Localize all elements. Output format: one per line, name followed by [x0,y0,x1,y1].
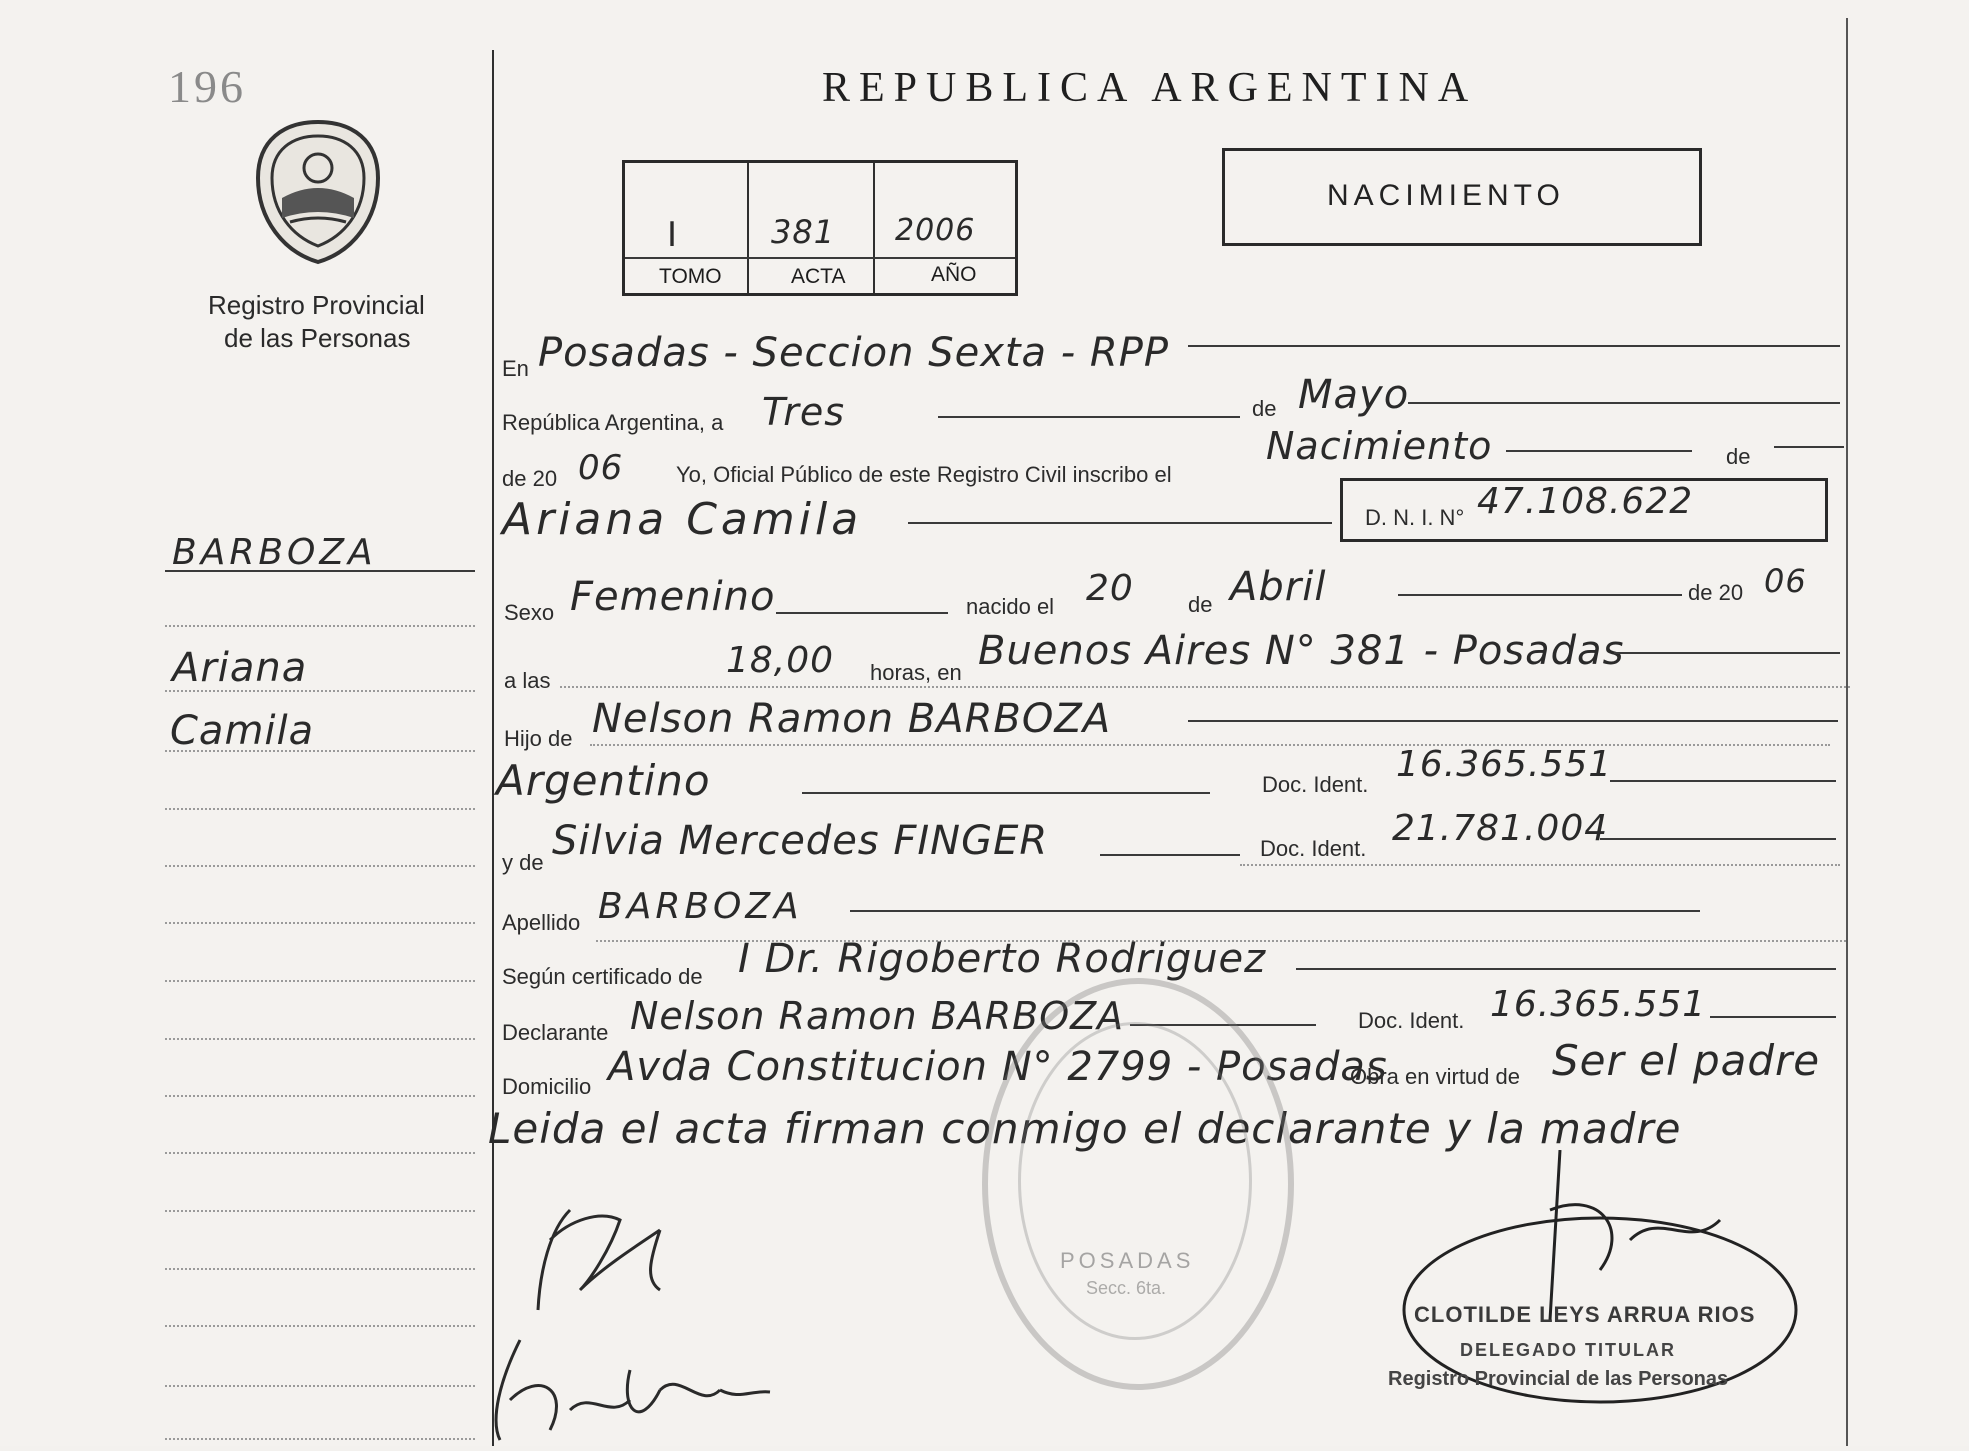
doc-label: Doc. Ident. [1262,772,1369,797]
tomo-label: TOMO [659,265,722,288]
officer-title: DELEGADO TITULAR [1460,1340,1676,1360]
office-stamp-city: POSADAS [1060,1248,1195,1273]
de20-label-2: de 20 [1688,580,1744,605]
en-value: Posadas - Seccion Sexta - RPP [538,330,1169,376]
acta-value: 381 [771,213,836,251]
tomo-value: I [667,215,679,255]
registry-name-line1: Registro Provincial [208,290,425,320]
hijo-label: Hijo de [504,726,573,751]
certificado-value: I Dr. Rigoberto Rodriguez [738,936,1267,982]
office-stamp-section: Secc. 6ta. [1086,1278,1167,1298]
nac-anio-value: 06 [1764,562,1807,600]
nac-dia-value: 20 [1086,568,1134,609]
domicilio-value: Avda Constitucion N° 2799 - Posadas [608,1044,1388,1090]
doc-label-3: Doc. Ident. [1358,1008,1465,1033]
obra-value: Ser el padre [1552,1036,1821,1085]
office-stamp [982,978,1294,1390]
margin-surname: BARBOZA [172,532,377,573]
nacido-label: nacido el [966,594,1055,619]
margin-dotted-line [165,1095,475,1097]
leida-text: Leida el acta firman conmigo el declarante y la madre [488,1104,1682,1153]
margin-dotted-line [165,1210,475,1212]
dni-label: D. N. I. N° [1365,505,1465,530]
margin-dotted-line [165,808,475,810]
record-number-table [622,160,1018,296]
oficial-text: Yo, Oficial Público de este Registro Civil inscribo el [676,462,1172,487]
anio-value: 2006 [895,213,976,248]
officer-organization: Registro Provincial de las Personas [1388,1368,1729,1390]
margin-second-name: Camila [170,708,315,754]
horas-label: horas, en [870,660,962,685]
nombre-value: Ariana Camila [502,494,863,545]
country-title: REPUBLICA ARGENTINA [822,65,1478,111]
margin-dotted-line [165,625,475,627]
sexo-label: Sexo [504,600,555,625]
hora-value: 18,00 [726,640,835,681]
anio-label: AÑO [931,263,977,286]
margin-dotted-line [165,922,475,924]
anio-written: 06 [578,448,624,488]
record-type: NACIMIENTO [1327,179,1565,212]
declarante-doc-value: 16.365.551 [1490,984,1707,1025]
en-label: En [502,356,529,381]
margin-dotted-line [165,1152,475,1154]
de20-label: de 20 [502,466,558,491]
madre-value: Silvia Mercedes FINGER [552,818,1049,864]
right-page-edge [1846,18,1848,1446]
margin-dotted-line [165,980,475,982]
segun-label: Según certificado de [502,964,703,989]
margin-dotted-line [165,865,475,867]
republica-label: República Argentina, a [502,410,724,435]
de-label-2: de [1726,444,1751,469]
margin-dotted-line [165,1385,475,1387]
signature-madre-icon [480,1330,780,1446]
declarante-label: Declarante [502,1020,609,1045]
acta-label: ACTA [791,265,846,288]
left-column-divider [492,50,494,1446]
margin-dotted-line [165,1038,475,1040]
padre-doc-value: 16.365.551 [1396,744,1613,785]
doc-label-2: Doc. Ident. [1260,836,1367,861]
de-label: de [1252,396,1277,421]
alas-label: a las [504,668,551,693]
nac-mes-value: Abril [1230,564,1327,610]
margin-dotted-line [165,1325,475,1327]
registry-name-line2: de las Personas [224,323,411,353]
de-label-3: de [1188,592,1213,617]
provincial-seal-icon [252,118,384,266]
lugar-value: Buenos Aires N° 381 - Posadas [978,628,1625,674]
margin-dotted-line [165,1438,475,1440]
margin-first-name: Ariana [172,645,308,691]
obra-label: Obra en virtud de [1350,1064,1520,1089]
dia-value: Tres [762,390,846,434]
padre-value: Nelson Ramon BARBOZA [592,696,1112,742]
dni-box [1340,478,1828,542]
sexo-value: Femenino [570,574,776,620]
declarante-value: Nelson Ramon BARBOZA [630,994,1125,1038]
dni-value: 47.108.622 [1477,481,1694,522]
inscribe-value: Nacimiento [1266,424,1493,468]
page-number: 196 [168,61,246,112]
yde-label: y de [502,850,544,875]
domicilio-label: Domicilio [502,1074,592,1099]
madre-doc-value: 21.781.004 [1392,808,1609,849]
mes-value: Mayo [1298,372,1410,418]
margin-dotted-line [165,1268,475,1270]
officer-name: CLOTILDE LEYS ARRUA RIOS [1414,1302,1756,1327]
apellido-value: BARBOZA [598,886,803,927]
signature-declarante-icon [510,1190,700,1320]
padre-nacionalidad-value: Argentino [496,756,711,805]
apellido-label: Apellido [502,910,581,935]
record-type-box [1222,148,1702,246]
